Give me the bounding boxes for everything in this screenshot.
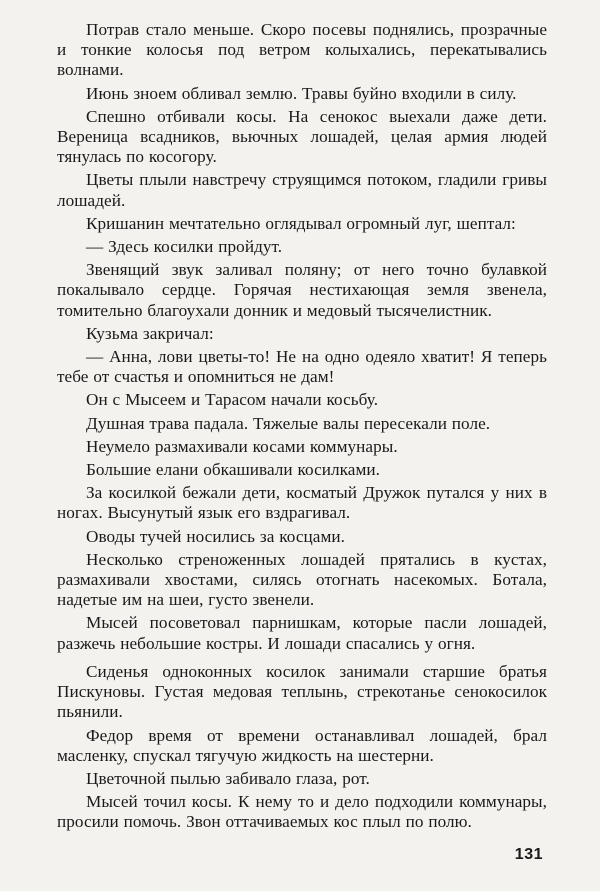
page-number: 131 — [514, 846, 543, 863]
paragraph: Цветы плыли навстречу струящимся потоком, гладили гривы лошадей. — [57, 170, 547, 210]
paragraph: Душная трава падала. Тяжелые валы пересекали поле. — [86, 413, 491, 433]
paragraph: — Анна, лови цветы-то! Не на одно одеяло хватит! Я теперь тебе от счастья и опомниться не дам! — [57, 347, 547, 387]
paragraph: Несколько стреноженных лошадей прятались в кустах, размахивали хвостами, силясь отогнать насекомых. Ботала, надетые им на шеи, густо звенели. — [57, 549, 547, 610]
paragraph: Цветочной пылью забивало глаза, рот. — [86, 768, 370, 788]
paragraph: Неумело размахивали косами коммунары. — [86, 436, 398, 456]
paragraph: Оводы тучей носились за косцами. — [86, 526, 345, 546]
paragraph: Сиденья одноконных косилок занимали старшие братья Пискуновы. Густая медовая теплынь, стрекотанье сенокосилок пьянили. — [57, 661, 547, 722]
paragraph: Кришанин мечтательно оглядывал огромный луг, шептал: — [86, 213, 516, 233]
paragraph: Июнь зноем обливал землю. Травы буйно входили в силу. — [86, 83, 517, 103]
paragraph: Федор время от времени останавливал лошадей, брал масленку, спускал тягучую жидкость на шестерни. — [57, 725, 547, 765]
paragraph: Спешно отбивали косы. На сенокос выехали даже дети. Вереница всадников, вьючных лошадей, целая армия людей тянулась по косогору. — [57, 106, 547, 167]
paragraph: Мысей точил косы. К нему то и дело подходили коммунары, просили помочь. Звон оттачиваемых кос плыл по полю. — [57, 792, 547, 832]
paragraph: Мысей посоветовал парнишкам, которые пасли лошадей, разжечь небольшие костры. И лошади спасались у огня. — [57, 613, 547, 653]
paragraph: За косилкой бежали дети, косматый Дружок путался у них в ногах. Высунутый язык его вздрагивал. — [57, 483, 547, 523]
paragraph: Кузьма закричал: — [86, 323, 214, 343]
paragraph: — Здесь косилки пройдут. — [86, 237, 283, 257]
paragraph: Потрав стало меньше. Скоро посевы поднялись, прозрачные и тонкие колосья под ветром колыхались, перекатывались волнами. — [57, 20, 547, 80]
paragraph: Он с Мысеем и Тарасом начали косьбу. — [86, 390, 379, 410]
paragraph: Звенящий звук заливал поляну; от него точно булавкой покалывало сердце. Горячая нестихающая земля звенела, томительно благоухали донник и медовый тысячелистник. — [57, 260, 547, 320]
paragraph: Большие елани обкашивали косилками. — [86, 460, 381, 480]
book-page-text — [57, 20, 547, 870]
